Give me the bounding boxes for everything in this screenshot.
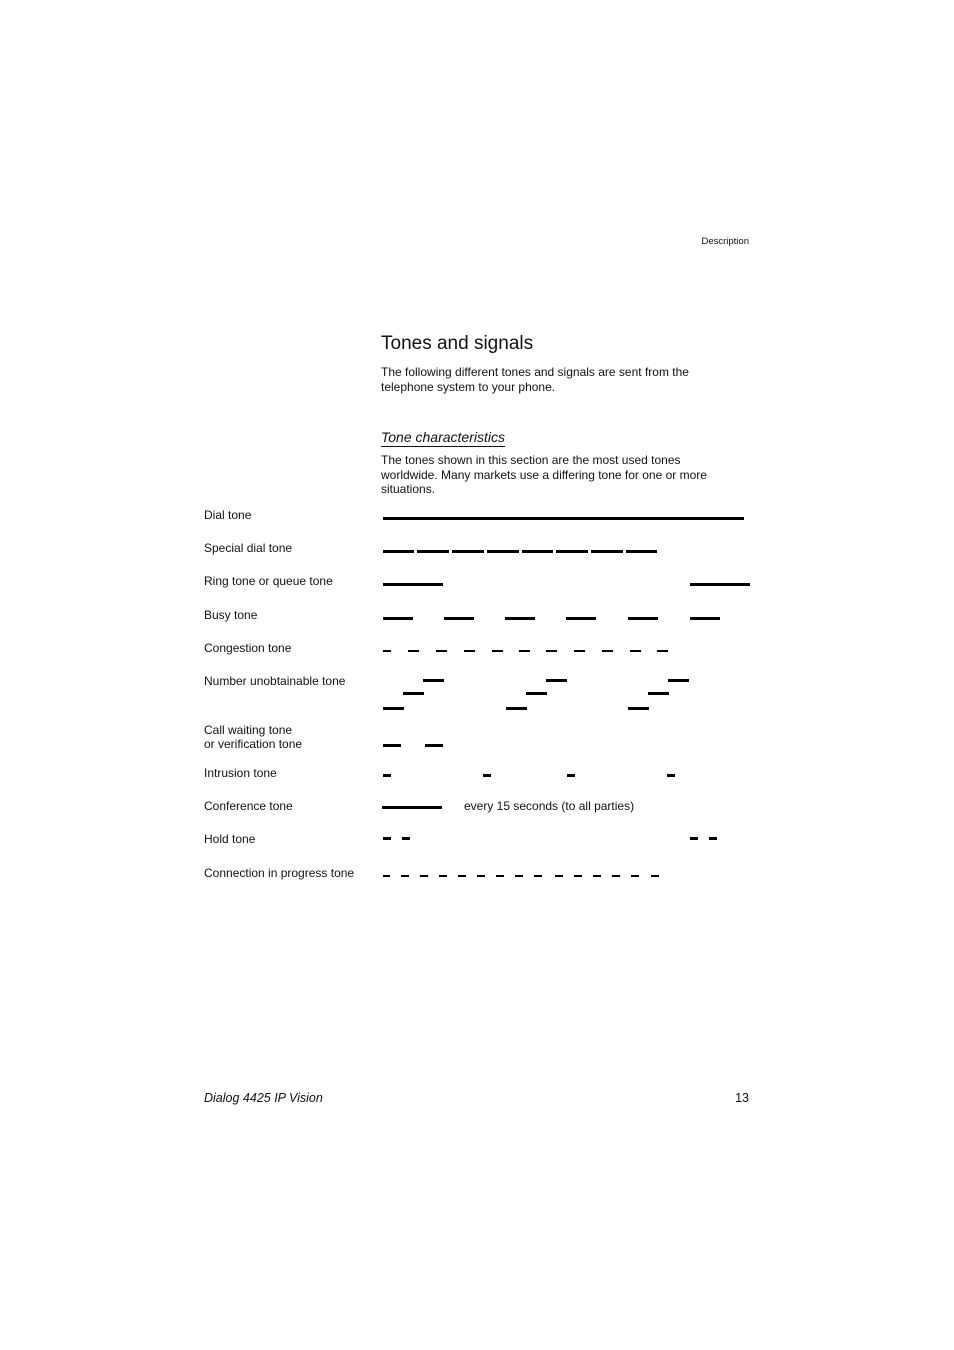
tone-intro-text: The tones shown in this section are the most used tones worldwide. Many markets use a differing tone for one or more situations. [381, 453, 707, 496]
pattern-segment [496, 875, 504, 877]
pattern-segment [425, 744, 443, 747]
page-number: 13 [735, 1091, 749, 1105]
pattern-segment [591, 550, 623, 553]
pattern-segment [566, 617, 596, 620]
pattern-segment [631, 875, 639, 877]
pattern-segment [483, 774, 491, 777]
pattern-segment [667, 774, 675, 777]
pattern-segment [439, 875, 447, 877]
conference-tone-note: every 15 seconds (to all parties) [464, 799, 635, 813]
section-subheading: Tone characteristics [381, 429, 505, 445]
tone-label-congestion: Congestion tone [204, 641, 292, 655]
pattern-segment [452, 550, 484, 553]
pattern-segment [668, 679, 689, 682]
pattern-segment [505, 617, 535, 620]
section-label: Description [701, 236, 749, 247]
tone-pattern-conference [382, 806, 442, 809]
pattern-segment [402, 837, 410, 840]
pattern-segment [383, 875, 390, 877]
pattern-segment [383, 650, 391, 652]
pattern-segment [628, 707, 649, 710]
intro-text: The following different tones and signals are sent from the telephone system to your phone. [381, 365, 689, 394]
pattern-segment [628, 617, 658, 620]
pattern-segment [526, 692, 547, 695]
pattern-segment [522, 550, 553, 553]
pattern-segment [383, 707, 404, 710]
pattern-segment [436, 650, 447, 652]
pattern-segment [574, 650, 585, 652]
pattern-segment [709, 837, 717, 840]
pattern-segment [534, 875, 542, 877]
tone-label-number-unobtainable: Number unobtainable tone [204, 674, 346, 688]
pattern-segment [626, 550, 657, 553]
pattern-segment [690, 617, 720, 620]
tone-label-intrusion: Intrusion tone [204, 766, 277, 780]
pattern-segment [690, 583, 750, 586]
tone-label-busy: Busy tone [204, 608, 258, 622]
tone-label-special-dial: Special dial tone [204, 541, 293, 555]
tone-label-connection-in-progress: Connection in progress tone [204, 866, 355, 880]
pattern-segment [546, 679, 567, 682]
footer-product-name: Dialog 4425 IP Vision [204, 1091, 323, 1105]
pattern-segment [383, 774, 391, 777]
pattern-segment [420, 875, 428, 877]
pattern-segment [403, 692, 424, 695]
pattern-segment [657, 650, 668, 652]
pattern-segment [546, 650, 557, 652]
page-title: Tones and signals [381, 333, 534, 354]
tone-label-dial: Dial tone [204, 508, 252, 522]
pattern-segment [690, 837, 698, 840]
pattern-segment [593, 875, 601, 877]
pattern-segment [555, 875, 563, 877]
pattern-segment [612, 875, 620, 877]
pattern-segment [574, 875, 582, 877]
pattern-segment [464, 650, 475, 652]
pattern-segment [602, 650, 613, 652]
pattern-segment [458, 875, 466, 877]
pattern-segment [477, 875, 485, 877]
pattern-segment [648, 692, 669, 695]
pattern-segment [383, 837, 391, 840]
tone-label-call-waiting: Call waiting tone or verification tone [204, 723, 303, 751]
pattern-segment [444, 617, 474, 620]
pattern-segment [492, 650, 503, 652]
pattern-segment [383, 744, 401, 747]
pattern-segment [651, 875, 659, 877]
pattern-segment [417, 550, 449, 553]
pattern-segment [383, 617, 413, 620]
tone-label-hold: Hold tone [204, 832, 256, 846]
pattern-segment [567, 774, 575, 777]
pattern-segment [401, 875, 409, 877]
pattern-segment [556, 550, 588, 553]
tone-label-conference: Conference tone [204, 799, 293, 813]
tone-pattern-dial [383, 517, 744, 520]
pattern-segment [506, 707, 527, 710]
pattern-segment [383, 550, 414, 553]
tone-label-ring-queue: Ring tone or queue tone [204, 574, 333, 588]
pattern-segment [515, 875, 523, 877]
pattern-segment [487, 550, 519, 553]
pattern-segment [408, 650, 419, 652]
pattern-segment [383, 583, 443, 586]
pattern-segment [423, 679, 444, 682]
pattern-segment [630, 650, 641, 652]
pattern-segment [519, 650, 530, 652]
